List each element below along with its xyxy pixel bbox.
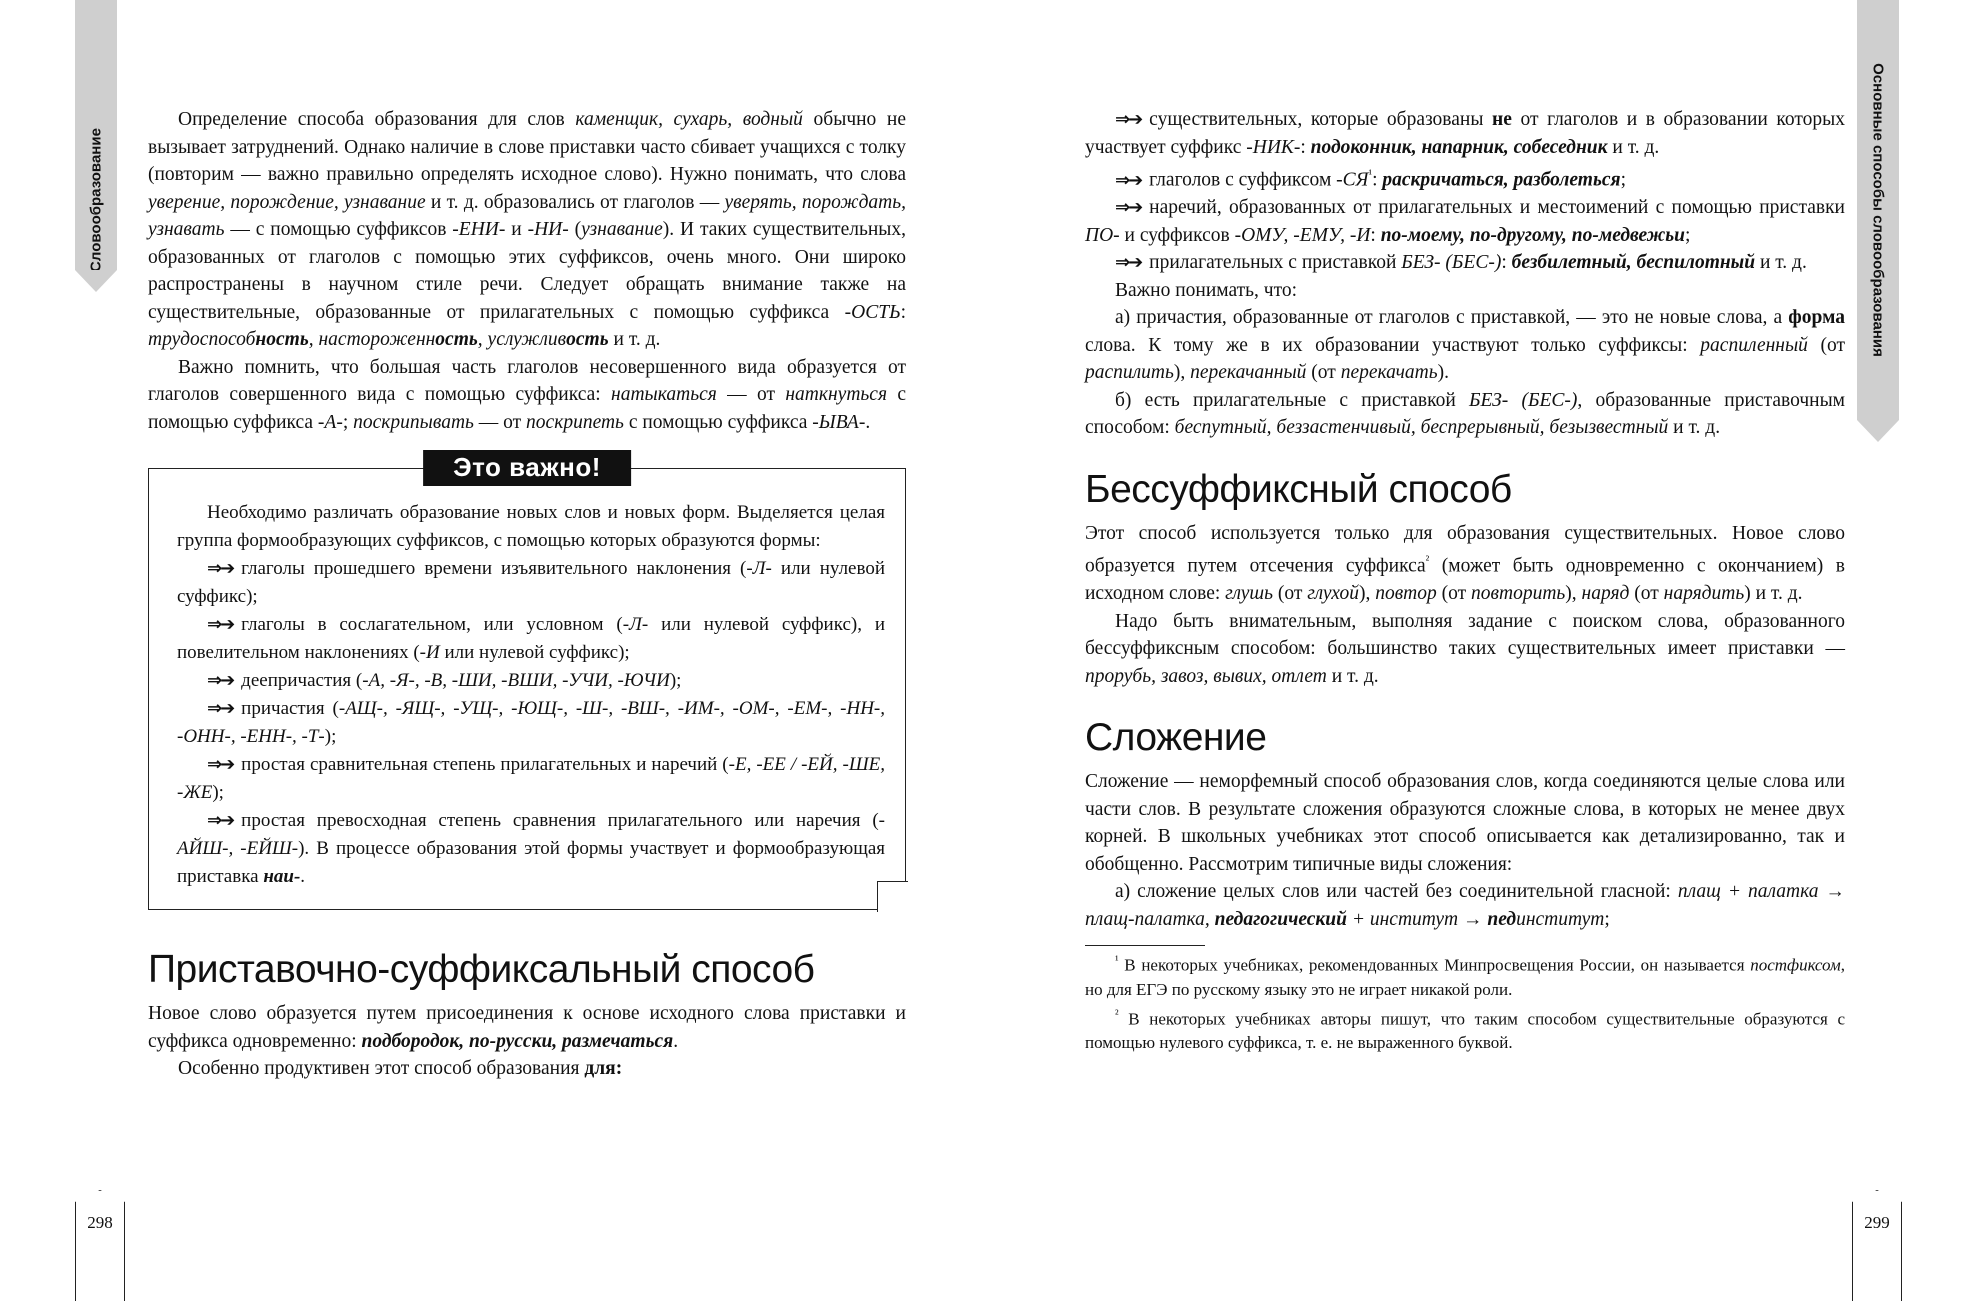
footnote	[1085, 1002, 1845, 1056]
text-run: наткнуться	[785, 384, 888, 405]
text-run: ),	[1173, 362, 1191, 383]
text-run: ;	[1620, 169, 1626, 191]
text-run: (от	[1306, 362, 1341, 383]
text-run: ПО-	[1085, 224, 1120, 246]
text-run: простая превосходная степень сравнения прилагательного или наречия (	[241, 810, 879, 831]
text-run: );	[324, 726, 337, 747]
left-column	[148, 106, 906, 1083]
text-run: или нулевой суффикс);	[439, 642, 630, 663]
text-run: прорубь, завоз, вывих, отлет	[1085, 665, 1327, 687]
text-run: ²	[1115, 1006, 1119, 1021]
list-item	[177, 751, 885, 807]
text-run: -АЙШ-, -ЕЙШ-	[177, 810, 885, 859]
page-number-tab	[75, 1190, 125, 1301]
text-run: ,	[308, 329, 319, 350]
text-run: настороженн	[318, 329, 436, 350]
text-run: (от	[1807, 334, 1845, 356]
text-run: + институт →	[1346, 908, 1488, 930]
list-item	[1085, 249, 1845, 277]
text-run: В некоторых учебниках авторы пишут, что таким способом существительные образуются с помощью нулевого суффикса, т. е. не выраженного буквой.	[1085, 1009, 1845, 1053]
double-arrow-icon: ⇒➔	[207, 670, 234, 691]
text-run: с помощью суффикса	[148, 384, 907, 433]
text-run: перекачанный	[1190, 362, 1307, 383]
list-item	[177, 695, 885, 751]
text-run: Новое слово образуется путем присоединения к основе исходного слова приставки и суффикса одновременно:	[148, 1003, 906, 1052]
text-run: (	[568, 219, 582, 240]
text-run: пед	[1487, 908, 1517, 930]
list-item	[1085, 106, 1845, 161]
text-run: деепричастия (	[241, 670, 363, 691]
text-run: от глаголов и в образовании которых участвует суффикс	[1085, 109, 1845, 158]
section-heading: Бессуффиксный способ	[1085, 467, 1512, 511]
text-run: ¹	[1115, 953, 1119, 967]
text-run: В некоторых учебниках, рекомендованных Минпросвещения России, он называется	[1118, 955, 1751, 975]
text-run: и т. д.	[1607, 136, 1660, 158]
text-run: :	[1300, 136, 1311, 158]
text-run: постфиксом	[1750, 955, 1841, 975]
text-run: поскрипеть	[526, 411, 624, 433]
text-run: а) причастия, образованные от глаголов с приставкой, — это не новые слова, а	[1115, 307, 1789, 328]
text-run: -АЩ-, -ЯЩ-, -УЩ-, -ЮЩ-, -Ш-, -ВШ-, -ИМ-, -ОМ-, -ЕМ-, -НН-, -ОНН-, -ЕНН-, -Т-	[177, 698, 885, 747]
text-run: подоконник, напарник, собеседник	[1310, 136, 1608, 158]
text-run: -Е, -ЕЕ / -ЕЙ, -ШЕ, -ЖЕ	[177, 754, 886, 803]
list-item	[177, 667, 885, 695]
text-run: ость	[566, 329, 609, 350]
text-run: а) сложение целых слов или частей без соединительной гласной:	[1115, 881, 1678, 902]
text-run: трудоспособ	[148, 329, 256, 350]
text-run: педагогический	[1214, 908, 1347, 930]
section-heading: Приставочно-суффиксальный способ	[148, 948, 815, 991]
footnote-rule	[1085, 945, 1205, 946]
text-run: и т. д.	[608, 329, 661, 350]
text-run: уверять, порождать, узнавать	[148, 191, 907, 240]
text-run: и	[505, 219, 528, 240]
text-run: или нулевой суффикс);	[177, 558, 886, 607]
text-run: — от	[716, 384, 786, 405]
text-run: -СЯ	[1336, 169, 1369, 191]
right-page	[987, 0, 1974, 1300]
text-run: );	[212, 782, 224, 803]
paragraph	[1085, 520, 1845, 608]
text-run: поскрипывать	[353, 411, 474, 433]
text-run: -И	[419, 642, 440, 663]
paragraph: Сложение — неморфемный способ образования слов, когда соединяются целые слова или части слов. В результате сложения образуются сложные слова, в которых не менее двух корней. В школьных учебниках этот способ описывается как детализированно, так и обобщенно. Рассмотрим типичные виды сложения:	[1085, 771, 1845, 875]
text-run: и т. д.	[1668, 417, 1721, 438]
text-run: для:	[584, 1058, 623, 1079]
text-run: слова. К тому же в их образовании участвуют только суффиксы:	[1085, 334, 1701, 356]
text-run: (от	[1436, 583, 1472, 604]
text-run: глаголы в сослагательном, или условном (	[241, 614, 623, 635]
right-column	[1085, 106, 1845, 1055]
list-item	[177, 611, 885, 667]
text-run: :	[1372, 169, 1383, 191]
text-run: наречий, образованных от прилагательных и местоимений с помощью приставки	[1149, 197, 1845, 218]
text-run: , но для ЕГЭ по русскому языку это не играет никакой роли.	[1085, 955, 1845, 999]
double-arrow-icon: ⇒➔	[207, 810, 234, 831]
section-heading: Сложение	[1085, 716, 1267, 759]
text-run: существительных, которые образованы	[1149, 109, 1493, 130]
text-run: плащ + палатка → плащ-палатка,	[1085, 881, 1845, 930]
important-intro: Необходимо различать образование новых слов и новых форм. Выделяется целая группа формообразующих суффиксов, с помощью которых образуются формы:	[177, 502, 885, 551]
text-run: :	[1370, 224, 1381, 246]
text-run: — от	[473, 411, 527, 433]
paragraph	[1085, 304, 1845, 387]
text-run: -НИК-	[1246, 136, 1301, 158]
text-run: глушь	[1225, 583, 1274, 604]
text-run: беспутный, беззастенчивый, беспрерывный, безызвестный	[1174, 417, 1669, 438]
page-curl-corner	[877, 881, 908, 912]
text-run: и т. д.	[1326, 665, 1379, 687]
double-arrow-icon: ⇒➔	[1115, 197, 1142, 218]
text-run: перекачать	[1340, 362, 1438, 383]
double-arrow-icon: ⇒➔	[1115, 109, 1142, 130]
text-run: обычно не вызывает затруднений. Однако наличие в слове приставки часто сбивает учащихся с толку (повторим — важно правильно определять исходное слово). Нужно понимать, что слова	[148, 109, 907, 185]
text-run: ¹	[1368, 167, 1373, 181]
text-run: раскричаться, разболеться	[1382, 169, 1621, 191]
double-arrow-icon: ⇒➔	[207, 558, 234, 579]
text-run: — с помощью суффиксов	[224, 219, 453, 240]
list-item	[177, 555, 885, 611]
text-run: глаголы прошедшего времени изъявительного наклонения (	[241, 558, 747, 579]
text-run: и суффиксов	[1119, 224, 1235, 246]
text-run: по-моему, по-другому, по-медвежьи	[1380, 224, 1686, 246]
text-run: форма	[1788, 307, 1845, 328]
text-run: (от	[1629, 583, 1664, 604]
text-run: -ОМУ, -ЕМУ, -И	[1234, 224, 1371, 246]
text-run: и т. д.	[1755, 252, 1807, 273]
paragraph	[1085, 878, 1845, 933]
text-run: институт	[1516, 908, 1605, 930]
footnote	[1085, 948, 1845, 1002]
text-run: наряд	[1581, 583, 1630, 604]
text-run: распилить	[1085, 362, 1174, 383]
text-run: -ОСТЬ	[844, 301, 901, 323]
text-run: -ЕНИ-	[452, 219, 506, 240]
section-tab-left	[75, 0, 117, 270]
text-run: причастия (	[241, 698, 339, 719]
text-run: или нулевой суффикс), и повелительном наклонениях (	[177, 614, 886, 663]
text-run: и т. д. образовались от глаголов —	[425, 191, 725, 213]
paragraph	[1085, 387, 1845, 442]
text-run: наи-	[263, 866, 301, 887]
text-run: Надо быть внимательным, выполняя задание с поиском слова, образованного бессуффиксным способом: большинство таких существительных имеет приставки —	[1085, 610, 1845, 659]
text-run: ²	[1425, 553, 1430, 567]
page-number: 299	[1864, 1213, 1890, 1232]
text-run: ность	[255, 329, 309, 350]
text-run: .	[300, 866, 306, 887]
text-run: нарядить	[1663, 583, 1745, 604]
text-run: распиленный	[1700, 334, 1808, 356]
text-run: :	[900, 301, 906, 323]
text-run: БЕЗ- (БЕС-)	[1469, 389, 1578, 411]
text-run: ),	[1565, 583, 1582, 604]
double-arrow-icon: ⇒➔	[207, 754, 234, 775]
list-item	[1085, 161, 1845, 194]
text-run: );	[669, 670, 682, 691]
important-callout	[148, 452, 906, 910]
text-run: ). И таких существительных, образованных от глаголов с помощью этих суффиксов, очень много. Они широко распространены в научном стиле речи. Следует обращать внимание также на существительные, образованные от прилагательных с помощью суффикса	[148, 219, 907, 323]
text-run: ;	[1604, 908, 1610, 930]
text-run: -А, -Я-, -В, -ШИ, -ВШИ, -УЧИ, -ЮЧИ	[362, 670, 670, 691]
text-run: -НИ-	[527, 219, 569, 240]
paragraph	[1085, 608, 1845, 691]
text-run: -ЫВА-	[812, 411, 866, 433]
text-run: простая сравнительная степень прилагательных и наречий (	[241, 754, 729, 775]
text-run: Этот способ используется только для образования существительных. Новое слово образуется путем отсечения суффикса	[1085, 522, 1845, 577]
important-list	[177, 555, 885, 891]
text-run: каменщик, сухарь, водный	[575, 109, 803, 130]
text-run: ,	[477, 329, 488, 350]
text-run: Определение способа образования для слов	[178, 109, 576, 130]
important-label: Это важно!	[423, 450, 631, 486]
text-run: (может быть одновременно с окончанием) в исходном слове:	[1085, 555, 1845, 604]
text-run: .	[865, 411, 871, 433]
page-number-tab	[1852, 1190, 1902, 1301]
text-run: ;	[1685, 224, 1691, 246]
text-run: уверение, порождение, узнавание	[148, 191, 426, 213]
usage-list	[1085, 106, 1845, 277]
text-run: с помощью суффикса	[623, 411, 813, 433]
text-run: глаголов с суффиксом	[1149, 169, 1337, 191]
left-page	[0, 0, 987, 1300]
double-arrow-icon: ⇒➔	[1115, 169, 1142, 191]
text-run: ).	[1437, 362, 1450, 383]
paragraph	[148, 106, 906, 354]
double-arrow-icon: ⇒➔	[207, 698, 234, 719]
text-run: прилагательных с приставкой	[1149, 252, 1402, 273]
text-run: узнавание	[581, 219, 663, 240]
double-arrow-icon: ⇒➔	[207, 614, 234, 635]
paragraph	[148, 1055, 906, 1083]
section-tab-label: Словообразование	[87, 128, 105, 272]
text-run: , образованные приставочным способом:	[1085, 389, 1846, 438]
text-run: ;	[342, 411, 354, 433]
text-run: повторить	[1471, 583, 1566, 604]
paragraph	[148, 354, 906, 437]
text-run: БЕЗ- (БЕС-)	[1401, 252, 1502, 273]
text-run: (от	[1273, 583, 1308, 604]
list-item	[1085, 194, 1845, 249]
text-run: -Л-	[622, 614, 649, 635]
text-run: подбородок, по-русски, размечаться	[361, 1030, 674, 1052]
text-run: глухой	[1307, 583, 1359, 604]
text-run: безбилетный, беспилотный	[1511, 252, 1756, 273]
text-run: Важно помнить, что большая часть глаголов несовершенного вида образуется от глаголов совершенного вида с помощью суффикса:	[148, 356, 906, 405]
text-run: -Л-	[746, 558, 772, 579]
page-number: 298	[87, 1213, 113, 1232]
text-run: натыкаться	[611, 384, 717, 405]
text-run: ). В процессе образования этой формы участвует и формообразующая приставка	[177, 838, 885, 887]
double-arrow-icon: ⇒➔	[1115, 252, 1142, 273]
section-tab-label: Основные способы словообразования	[1869, 63, 1887, 357]
section-tab-right	[1857, 0, 1899, 420]
text-run: услужлив	[487, 329, 567, 350]
text-run: ),	[1358, 583, 1376, 604]
text-run: Особенно продуктивен этот способ образования	[178, 1058, 585, 1079]
text-run: ость	[435, 329, 478, 350]
paragraph	[148, 1000, 906, 1055]
paragraph: Важно понимать, что:	[1115, 279, 1298, 301]
text-run: :	[1501, 252, 1512, 273]
important-box	[148, 468, 906, 910]
text-run: не	[1492, 109, 1512, 130]
text-run: б) есть прилагательные с приставкой	[1115, 389, 1469, 411]
text-run: -А-	[317, 411, 343, 433]
list-item	[177, 807, 885, 891]
text-run: повтор	[1375, 583, 1437, 604]
text-run: .	[673, 1030, 679, 1052]
text-run: ) и т. д.	[1744, 583, 1803, 604]
